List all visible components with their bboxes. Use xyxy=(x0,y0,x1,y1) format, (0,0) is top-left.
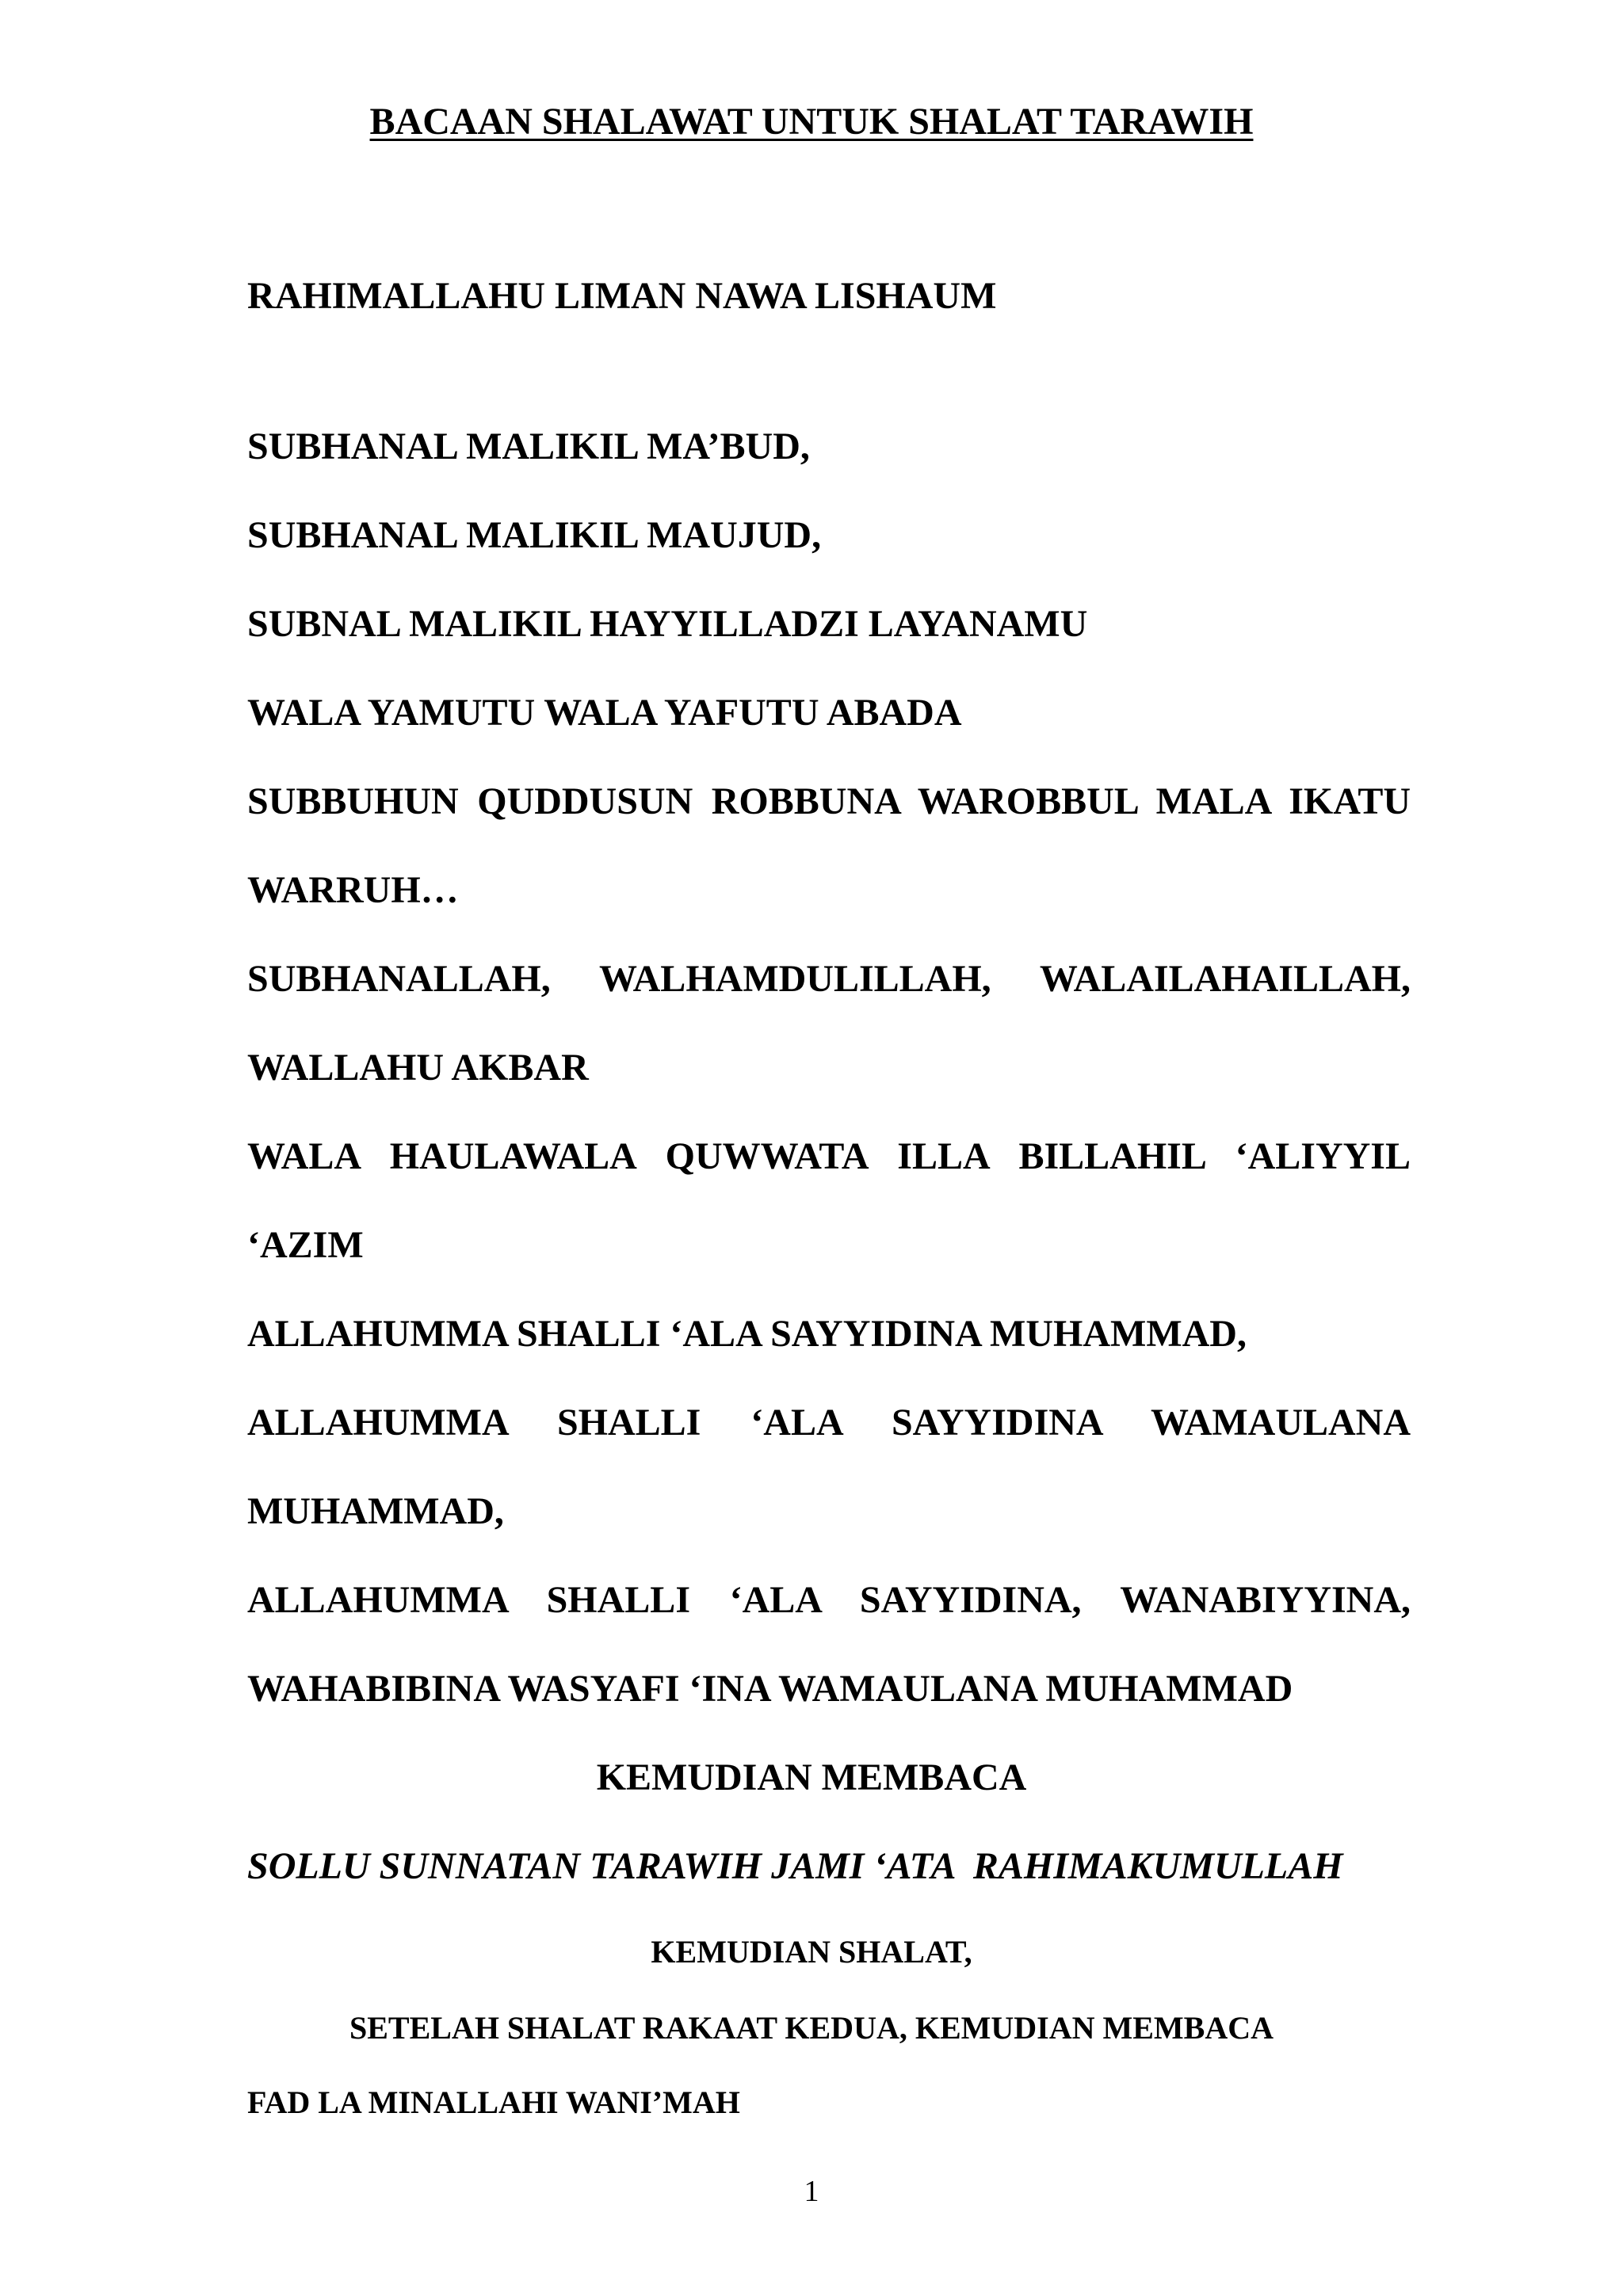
text-line: SUBHANAL MALIKIL MA’BUD, xyxy=(247,425,810,467)
text-line: SUBHANALLAH, WALHAMDULILLAH, WALAILAHAILLAH, xyxy=(247,958,1411,1000)
intro-line: RAHIMALLAHU LIMAN NAWA LISHAUM xyxy=(247,275,997,317)
text-line: WALA HAULAWALA QUWWATA ILLA BILLAHIL ‘ALIYYIL xyxy=(247,1135,1411,1177)
text-line: ALLAHUMMA SHALLI ‘ALA SAYYIDINA WAMAULANA xyxy=(247,1402,1411,1444)
text-line: SUBBUHUN QUDDUSUN ROBBUNA WAROBBUL MALA IKATU xyxy=(247,780,1411,822)
text-line: WARRUH… xyxy=(247,869,459,911)
text-line: ALLAHUMMA SHALLI ‘ALA SAYYIDINA, WANABIYYINA, xyxy=(247,1579,1411,1621)
after-second-rakaat-line: SETELAH SHALAT RAKAAT KEDUA, KEMUDIAN MEMBACA xyxy=(349,2010,1274,2046)
page-title: BACAAN SHALAWAT UNTUK SHALAT TARAWIH xyxy=(369,101,1254,143)
italic-call-line: SOLLU SUNNATAN TARAWIH JAMI ‘ATA RAHIMAKUMULLAH xyxy=(247,1845,1343,1887)
text-line: WALLAHU AKBAR xyxy=(247,1047,589,1089)
text-line: MUHAMMAD, xyxy=(247,1490,504,1532)
last-line: FAD LA MINALLAHI WANI’MAH xyxy=(247,2084,740,2120)
then-read-heading: KEMUDIAN MEMBACA xyxy=(596,1756,1027,1798)
text-line: SUBNAL MALIKIL HAYYILLADZI LAYANAMU xyxy=(247,603,1088,645)
then-pray-line: KEMUDIAN SHALAT, xyxy=(651,1934,972,1970)
text-line: ALLAHUMMA SHALLI ‘ALA SAYYIDINA MUHAMMAD, xyxy=(247,1313,1247,1355)
text-line: ‘AZIM xyxy=(247,1224,364,1266)
page-number: 1 xyxy=(804,2175,819,2208)
text-line: SUBHANAL MALIKIL MAUJUD, xyxy=(247,514,822,556)
text-line: WAHABIBINA WASYAFI ‘INA WAMAULANA MUHAMMAD xyxy=(247,1668,1293,1710)
text-line: WALA YAMUTU WALA YAFUTU ABADA xyxy=(247,692,962,734)
